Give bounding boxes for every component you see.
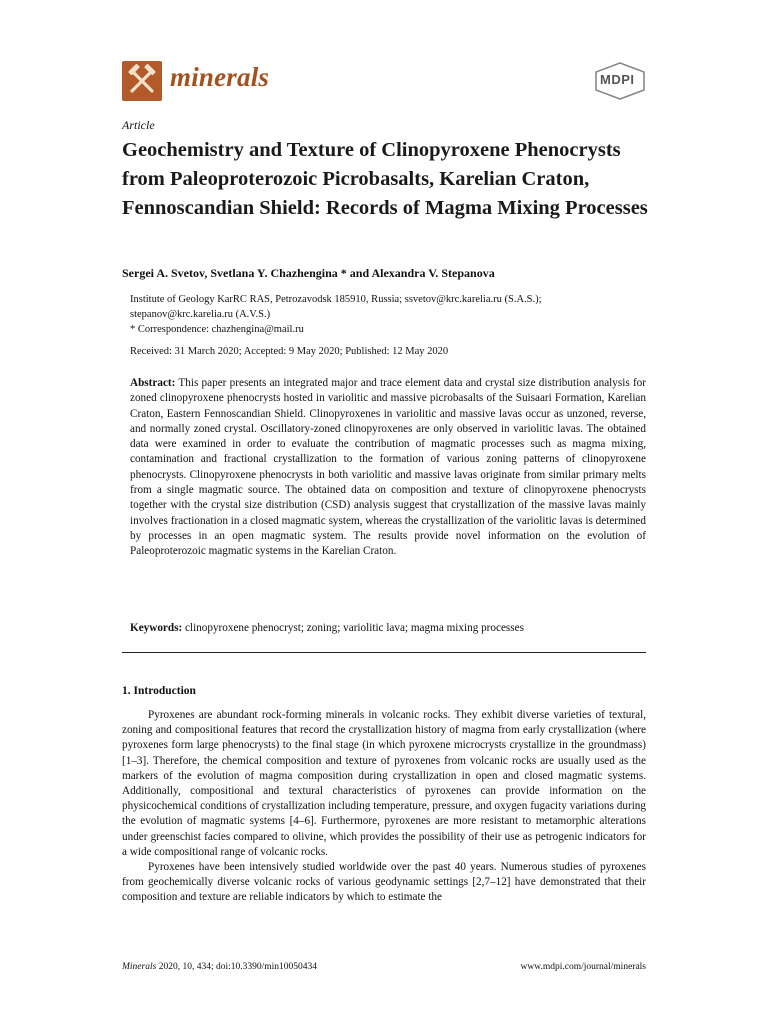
abstract-text: This paper presents an integrated major and trace element data and crystal size distribution analysis for zoned clinopyroxene phenocrysts hosted in variolitic and massive picrobasalts of the Suisaari Formation, Karelian Craton, Eastern Fennoscandian Shield. Clinopyroxenes in variolitic and massive lavas occur as unzoned, reverse, and normally zoned crystal. Oscillatory-zoned clinopyroxenes are only observed in variolitic lavas. The obtained data were examined in order to evaluate the contribution of magmatic processes such as magma mixing, contamination and fractional crystallization to the formation of various zoning patterns of clinopyroxene phenocrysts. Clinopyroxene phenocrysts in both variolitic and massive lavas originate from similar primary melts from a single magmatic source. The obtained data on composition and texture of clinopyroxene phenocrysts together with the crystal size distribution (CSD) analysis suggest that crystallization of the massive lavas mainly involves fractionation in a closed magmatic system, whereas the crystallization of the variolitic lavas is determined by processes in an open magmatic system. The results provide novel information on the evolution of Paleoproterozoic magmatic systems in the Karelian Craton. [130,377,646,558]
citation-journal: Minerals [122,962,157,972]
affiliation [130,292,650,337]
body-text [122,708,646,906]
keywords-text: clinopyroxene phenocryst; zoning; variolitic lava; magma mixing processes [182,622,524,634]
journal-url[interactable]: www.mdpi.com/journal/minerals [520,962,646,972]
keywords-label: Keywords: [130,622,183,634]
publisher-name: MDPI [600,72,635,87]
pickaxe-logo-icon [122,61,162,101]
citation [122,962,317,972]
affiliation-line: Institute of Geology KarRC RAS, Petrozavodsk 185910, Russia; ssvetov@krc.karelia.ru (S.A.S.); [130,294,542,305]
journal-name: minerals [170,62,270,92]
divider [122,652,646,653]
article-type: Article [122,118,155,132]
citation-details: 2020, 10, 434; doi:10.3390/min10050434 [156,962,318,972]
journal-logo [122,61,162,101]
abstract-label: Abstract: [130,377,176,389]
paper-title: Geochemistry and Texture of Clinopyroxene Phenocrysts from Paleoproterozoic Picrobasalts, Karelian Craton, Fennoscandian Shield: Records of Magma Mixing Processes [122,139,648,219]
authors: Sergei A. Svetov, Svetlana Y. Chazhengina * and Alexandra V. Stepanova [122,266,495,280]
publication-dates: Received: 31 March 2020; Accepted: 9 May 2020; Published: 12 May 2020 [130,346,449,357]
paragraph: Pyroxenes are abundant rock-forming minerals in volcanic rocks. They exhibit diverse varieties of textural, zoning and compositional features that record the crystallization history of magma from early crystallization (where pyroxenes form large phenocrysts) to the final stage (in which pyroxene microcrysts crystallize in the groundmass) [1–3]. Therefore, the chemical composition and texture of pyroxenes from volcanic rocks are usually used as the markers of the evolution of magma composition during crystallization in open and closed magmatic systems. Additionally, compositional and textural characteristics of pyroxenes can provide information on the physicochemical conditions of crystallization including temperature, pressure, and oxygen fugacity variations during the evolution of magmatic systems [4–6]. Furthermore, pyroxenes are more resistant to metamorphic alterations under greenschist facies compared to olivine, which provides the possibility of their use as petrogenic indicators for a wide compositional range of volcanic rocks. [122,709,646,858]
abstract [130,376,646,560]
affiliation-line: stepanov@krc.karelia.ru (A.V.S.) [130,309,271,320]
correspondence: * Correspondence: chazhengina@mail.ru [130,324,304,335]
keywords [130,622,646,634]
paragraph: Pyroxenes have been intensively studied worldwide over the past 40 years. Numerous studies of pyroxenes from geochemically diverse volcanic rocks of various geodynamic settings [2,7–12] have demonstrated that their composition and texture are reliable indicators by which to estimate the [122,861,646,904]
section-heading: 1. Introduction [122,685,196,697]
